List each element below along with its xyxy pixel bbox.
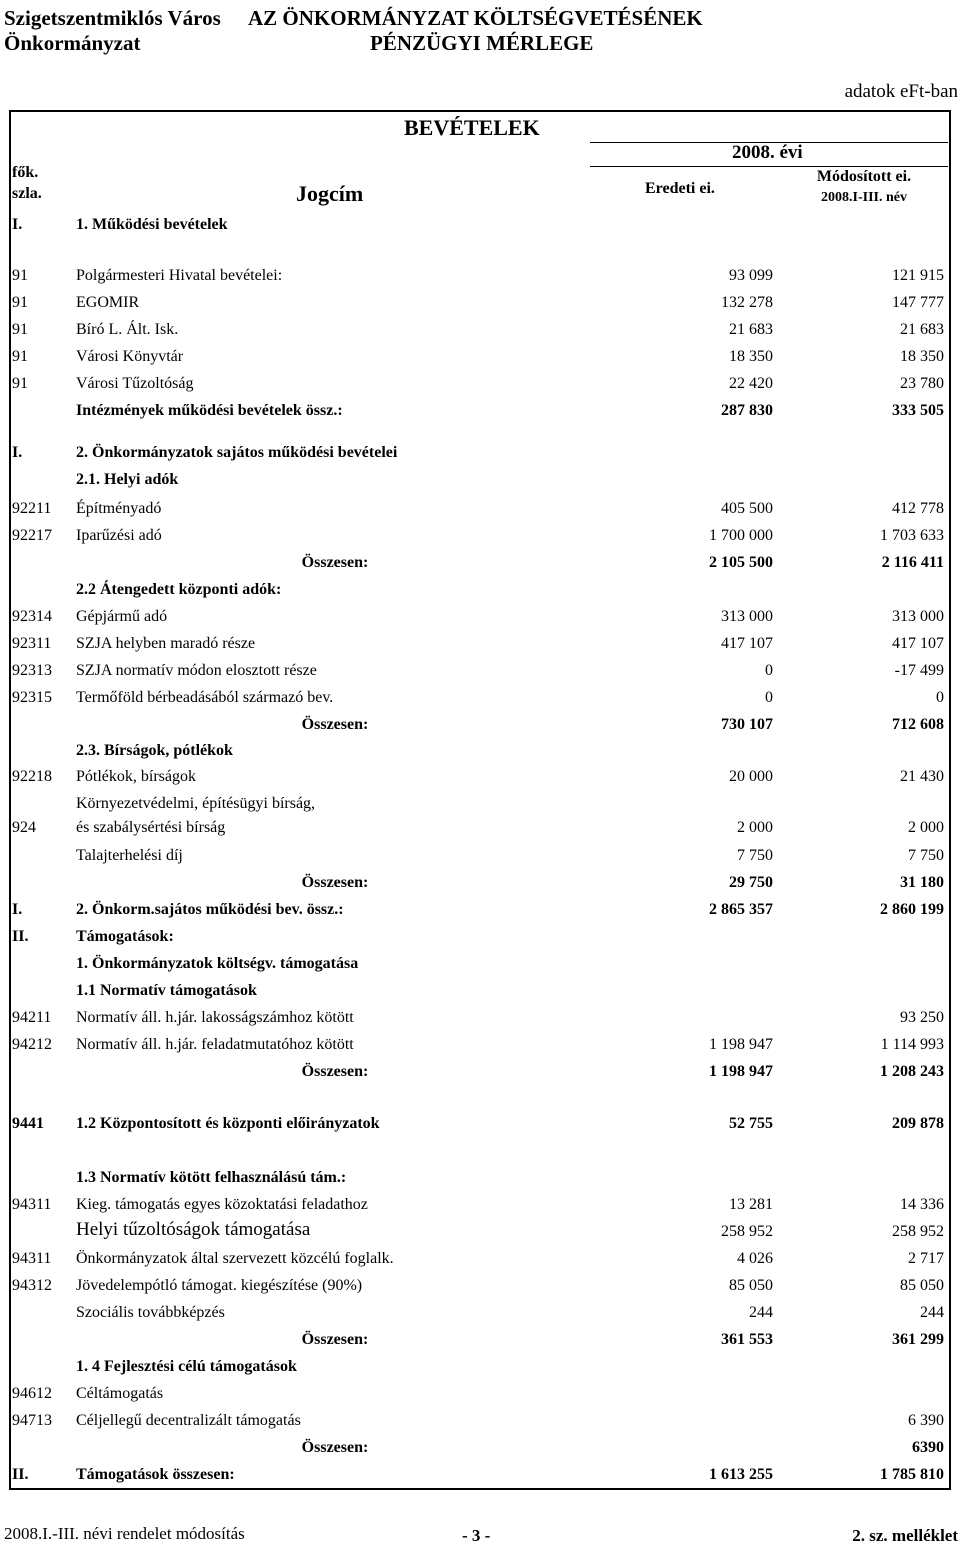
row-label: Helyi tűzoltóságok támogatása xyxy=(76,1219,311,1240)
row-account-code: 94211 xyxy=(12,1009,52,1026)
document-title-line1: AZ ÖNKORMÁNYZAT KÖLTSÉGVETÉSÉNEK xyxy=(248,6,703,30)
row-account-code: 94311 xyxy=(12,1250,52,1267)
row-original-value: 18 350 xyxy=(729,348,773,365)
row-label: Önkormányzatok által szervezett közcélú foglalk. xyxy=(76,1250,394,1267)
row-account-code: 94312 xyxy=(12,1277,52,1294)
row-label: Összesen: xyxy=(301,554,369,571)
row-label: 1.1 Normatív támogatások xyxy=(76,982,257,999)
row-original-value: 29 750 xyxy=(729,874,773,891)
row-label: Építményadó xyxy=(76,500,162,517)
row-account-code: 94612 xyxy=(12,1385,52,1402)
row-label: 2. Önkormányzatok sajátos működési bevételei xyxy=(76,444,398,461)
row-label: Gépjármű adó xyxy=(76,608,168,625)
row-account-code: I. xyxy=(12,216,23,233)
row-label: Környezetvédelmi, építésügyi bírság, xyxy=(76,795,316,812)
row-modified-value: 1 785 810 xyxy=(880,1466,944,1483)
row-modified-value: 412 778 xyxy=(892,500,944,517)
row-original-value: 313 000 xyxy=(721,608,773,625)
row-original-value: 1 613 255 xyxy=(709,1466,773,1483)
row-modified-value: 6 390 xyxy=(908,1412,944,1429)
row-label: Városi Tűzoltóság xyxy=(76,375,194,392)
row-modified-value: 1 703 633 xyxy=(880,527,944,544)
row-modified-value: 2 860 199 xyxy=(880,901,944,918)
org-name-line2: Önkormányzat xyxy=(4,31,141,55)
row-label: Összesen: xyxy=(301,874,369,891)
document-title-line2: PÉNZÜGYI MÉRLEGE xyxy=(370,31,594,55)
row-original-value: 258 952 xyxy=(721,1223,773,1240)
row-label: Összesen: xyxy=(301,716,369,733)
row-modified-value: 31 180 xyxy=(900,874,944,891)
row-account-code: 91 xyxy=(12,294,28,311)
row-original-value: 22 420 xyxy=(729,375,773,392)
unit-note: adatok eFt-ban xyxy=(844,81,958,102)
row-modified-value: 712 608 xyxy=(892,716,944,733)
column-header-account-line1: fők. xyxy=(12,164,39,181)
row-original-value: 417 107 xyxy=(721,635,773,652)
row-modified-value: 121 915 xyxy=(892,267,944,284)
row-label: Intézmények működési bevételek össz.: xyxy=(76,402,343,419)
row-label: 2. Önkorm.sajátos működési bev. össz.: xyxy=(76,901,344,918)
row-modified-value: 417 107 xyxy=(892,635,944,652)
row-account-code: 92311 xyxy=(12,635,52,652)
row-account-code: 92217 xyxy=(12,527,52,544)
row-modified-value: 361 299 xyxy=(892,1331,944,1348)
column-header-account-line2: szla. xyxy=(12,185,42,202)
row-label: Polgármesteri Hivatal bevételei: xyxy=(76,267,283,284)
row-original-value: 52 755 xyxy=(729,1115,773,1132)
row-label: 1.3 Normatív kötött felhasználású tám.: xyxy=(76,1169,347,1186)
row-label: EGOMIR xyxy=(76,294,140,311)
column-header-title: Jogcím xyxy=(296,181,364,206)
row-account-code: 92313 xyxy=(12,662,52,679)
column-header-modified-line1: Módosított ei. xyxy=(816,168,912,185)
row-modified-value: 21 430 xyxy=(900,768,944,785)
row-modified-value: 244 xyxy=(920,1304,944,1321)
year-label: 2008. évi xyxy=(732,142,803,163)
row-label: Normatív áll. h.jár. lakosságszámhoz kötött xyxy=(76,1009,354,1026)
row-account-code: 92218 xyxy=(12,768,52,785)
row-original-value: 1 198 947 xyxy=(709,1063,773,1080)
row-modified-value: 1 114 993 xyxy=(880,1036,944,1053)
row-original-value: 287 830 xyxy=(721,402,773,419)
row-original-value: 0 xyxy=(765,662,773,679)
row-modified-value: 14 336 xyxy=(900,1196,944,1213)
row-account-code: 91 xyxy=(12,375,28,392)
row-label: Jövedelempótló támogat. kiegészítése (90%) xyxy=(76,1277,363,1294)
row-label: 2.2 Átengedett központi adók: xyxy=(76,581,282,598)
row-original-value: 21 683 xyxy=(729,321,773,338)
row-original-value: 13 281 xyxy=(729,1196,773,1213)
row-label: Pótlékok, bírságok xyxy=(76,768,196,785)
row-account-code: 91 xyxy=(12,321,28,338)
row-label: Termőföld bérbeadásából származó bev. xyxy=(76,689,334,706)
annex-label: 2. sz. melléklet xyxy=(852,1526,958,1545)
org-name-line1: Szigetszentmiklós Város xyxy=(4,6,221,30)
row-modified-value: 85 050 xyxy=(900,1277,944,1294)
row-original-value: 2 105 500 xyxy=(709,554,773,571)
row-account-code: I. xyxy=(12,444,23,461)
row-account-code: II. xyxy=(12,928,29,945)
row-original-value: 2 865 357 xyxy=(709,901,773,918)
row-modified-value: 7 750 xyxy=(908,847,944,864)
row-label: Támogatások: xyxy=(76,928,174,945)
row-label-line2: és szabálysértési bírság xyxy=(76,819,226,836)
row-account-code: 92211 xyxy=(12,500,52,517)
row-modified-value: -17 499 xyxy=(894,662,944,679)
row-label: 1. Önkormányzatok költségv. támogatása xyxy=(76,955,359,972)
row-original-value: 132 278 xyxy=(721,294,773,311)
row-label: Iparűzési adó xyxy=(76,527,162,544)
column-header-original: Eredeti ei. xyxy=(645,180,715,197)
row-original-value: 361 553 xyxy=(721,1331,773,1348)
footer-decree: 2008.I.-III. névi rendelet módosítás xyxy=(4,1524,245,1543)
row-label: 1. Működési bevételek xyxy=(76,216,228,233)
row-label: SZJA helyben maradó része xyxy=(76,635,256,652)
row-label: 1.2 Központosított és központi előirányzatok xyxy=(76,1115,380,1132)
row-original-value: 1 198 947 xyxy=(709,1036,773,1053)
row-label: Kieg. támogatás egyes közoktatási feladathoz xyxy=(76,1196,368,1213)
row-modified-value: 93 250 xyxy=(900,1009,944,1026)
row-label: Összesen: xyxy=(301,1063,369,1080)
row-label: SZJA normatív módon elosztott része xyxy=(76,662,317,679)
row-account-code: 9441 xyxy=(12,1115,44,1132)
row-account-code: 94713 xyxy=(12,1412,52,1429)
row-label: Talajterhelési díj xyxy=(76,847,183,864)
row-original-value: 7 750 xyxy=(737,847,773,864)
row-label: Bíró L. Ált. Isk. xyxy=(76,321,179,338)
row-account-code: 94311 xyxy=(12,1196,52,1213)
row-label: 1. 4 Fejlesztési célú támogatások xyxy=(76,1358,297,1375)
section-title: BEVÉTELEK xyxy=(404,115,540,140)
row-original-value: 85 050 xyxy=(729,1277,773,1294)
row-account-code: 92315 xyxy=(12,689,52,706)
row-account-code: I. xyxy=(12,901,23,918)
page-number: - 3 - xyxy=(462,1526,491,1545)
row-modified-value: 2 116 411 xyxy=(881,554,944,571)
row-label: Összesen: xyxy=(301,1331,369,1348)
row-account-code: II. xyxy=(12,1466,29,1483)
row-label: Normatív áll. h.jár. feladatmutatóhoz kötött xyxy=(76,1036,354,1053)
row-account-code: 924 xyxy=(12,819,36,836)
row-modified-value: 209 878 xyxy=(892,1115,944,1132)
row-modified-value: 21 683 xyxy=(900,321,944,338)
row-label: Összesen: xyxy=(301,1439,369,1456)
row-account-code: 91 xyxy=(12,348,28,365)
row-modified-value: 313 000 xyxy=(892,608,944,625)
row-modified-value: 258 952 xyxy=(892,1223,944,1240)
row-label: Szociális továbbképzés xyxy=(76,1304,225,1321)
row-account-code: 91 xyxy=(12,267,28,284)
row-label: Céltámogatás xyxy=(76,1385,164,1402)
row-label: 2.1. Helyi adók xyxy=(76,471,179,488)
row-original-value: 4 026 xyxy=(737,1250,773,1267)
row-original-value: 1 700 000 xyxy=(709,527,773,544)
row-modified-value: 1 208 243 xyxy=(880,1063,944,1080)
row-modified-value: 2 717 xyxy=(908,1250,944,1267)
row-modified-value: 6390 xyxy=(912,1439,944,1456)
row-label: Támogatások összesen: xyxy=(76,1466,235,1483)
row-modified-value: 23 780 xyxy=(900,375,944,392)
row-original-value: 730 107 xyxy=(721,716,773,733)
row-original-value: 20 000 xyxy=(729,768,773,785)
row-original-value: 93 099 xyxy=(729,267,773,284)
row-modified-value: 2 000 xyxy=(908,819,944,836)
row-label: Városi Könyvtár xyxy=(76,348,184,365)
column-header-modified-line2: 2008.I-III. név xyxy=(821,190,907,205)
row-modified-value: 0 xyxy=(936,689,944,706)
row-modified-value: 18 350 xyxy=(900,348,944,365)
row-account-code: 94212 xyxy=(12,1036,52,1053)
row-original-value: 0 xyxy=(765,689,773,706)
row-modified-value: 147 777 xyxy=(892,294,944,311)
row-label: Céljellegű decentralizált támogatás xyxy=(76,1412,301,1429)
row-original-value: 2 000 xyxy=(737,819,773,836)
row-label: 2.3. Bírságok, pótlékok xyxy=(76,742,233,759)
row-account-code: 92314 xyxy=(12,608,52,625)
row-original-value: 405 500 xyxy=(721,500,773,517)
row-original-value: 244 xyxy=(749,1304,773,1321)
row-modified-value: 333 505 xyxy=(892,402,944,419)
